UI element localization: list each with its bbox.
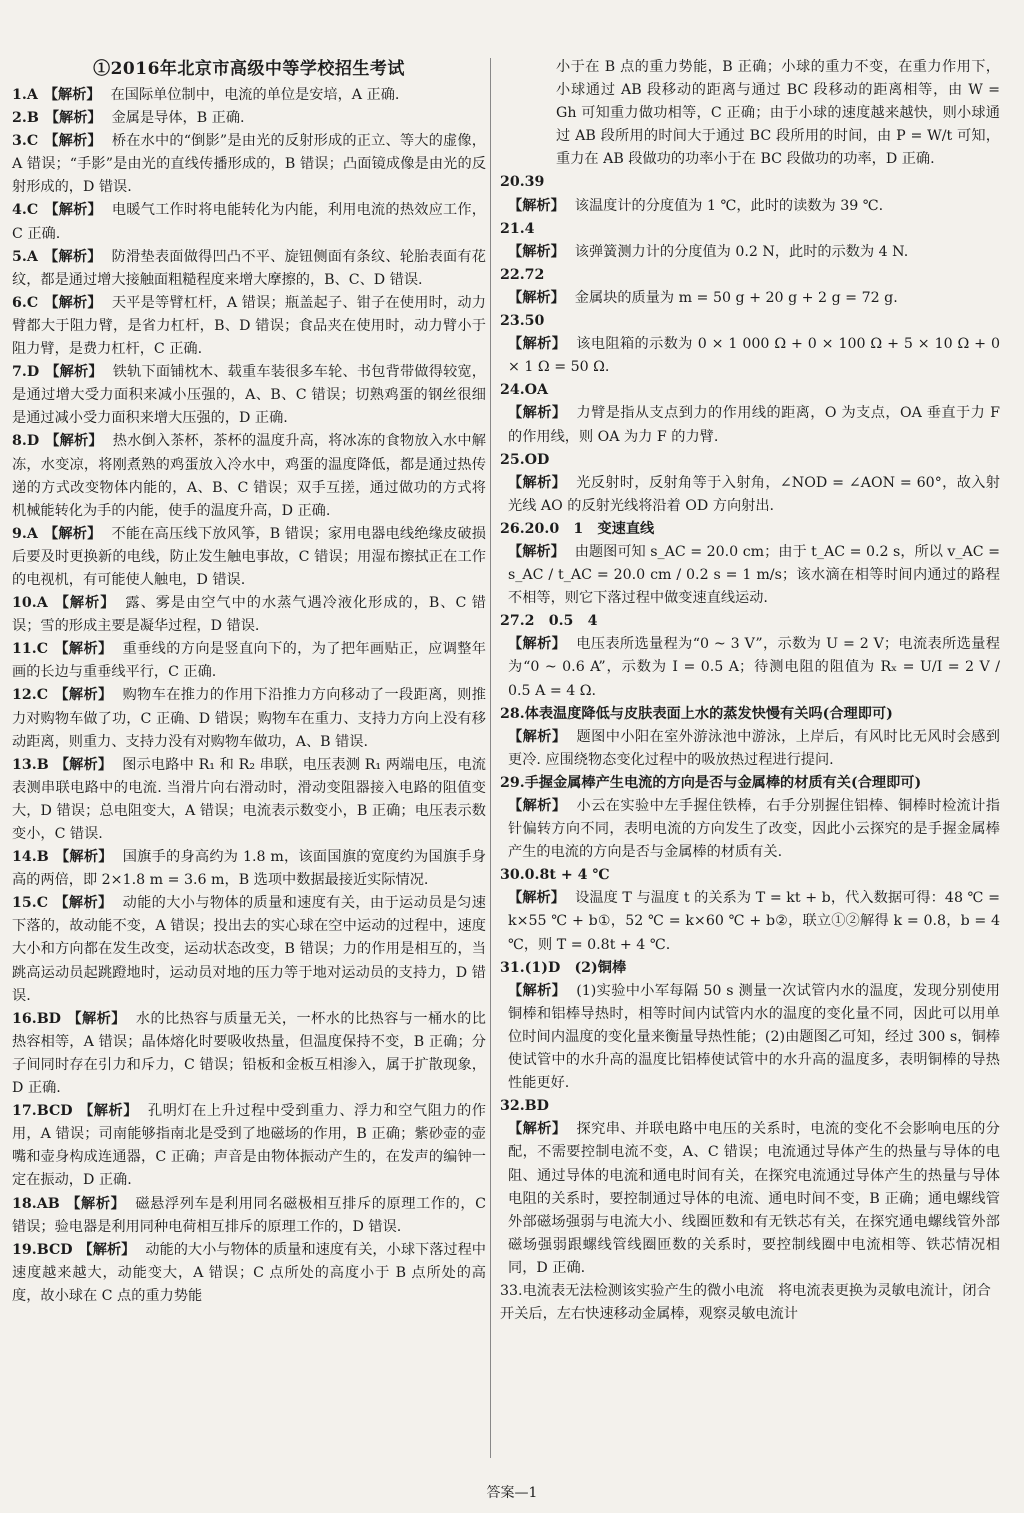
solution-text: 光反射时，反射角等于入射角，∠NOD = ∠AON = 60°，故入射光线 AO 的反射光线将沿着 OD 方向射出. bbox=[508, 474, 1000, 514]
solution-text: 力臂是指从支点到力的作用线的距离，O 为支点，OA 垂直于力 F 的作用线，则 OA 为力 F 的力臂. bbox=[508, 405, 1000, 445]
item-answer: B bbox=[36, 849, 49, 866]
item-number: 15. bbox=[12, 895, 37, 912]
item-answer: C bbox=[26, 202, 39, 219]
answer-head: 25.OD bbox=[500, 451, 550, 468]
item-explanation: 热水倒入茶杯，茶杯的温度升高，将冰冻的食物放入水中解冻，水变凉，将刚煮熟的鸡蛋放入冷水中，鸡蛋的温度降低，都是通过热传递的方式改变物体内能的，A、B、C 错误；双手互搓，通过做功的方式将机械能转化为手的内能，使手的温度升高，D 正确. bbox=[12, 433, 486, 519]
analysis-tag: 【解析】 bbox=[508, 197, 565, 214]
solution-text: 由题图可知 s_AC = 20.0 cm；由于 t_AC = 0.2 s，所以 v_AC = s_AC / t_AC = 20.0 cm / 0.2 s = 1 m/s；该水滴在相等时间内通过的路程不相等，则它下落过程中做变速直线运动. bbox=[508, 543, 1001, 607]
item-answer: D bbox=[26, 433, 40, 450]
analysis-tag: 【解析】 bbox=[45, 433, 103, 450]
answer-item bbox=[12, 199, 486, 245]
item-number: 19. bbox=[12, 1241, 37, 1258]
item-answer: B bbox=[36, 756, 49, 773]
answer-item bbox=[12, 754, 486, 846]
answer-solution bbox=[500, 287, 1000, 310]
right-column bbox=[500, 56, 1000, 1326]
item-number: 17. bbox=[12, 1103, 37, 1120]
answer-head: 23.50 bbox=[500, 313, 545, 330]
analysis-tag: 【解析】 bbox=[53, 895, 113, 912]
analysis-tag: 【解析】 bbox=[43, 248, 102, 265]
answer-item bbox=[12, 361, 486, 430]
answer-item bbox=[12, 1100, 486, 1192]
analysis-tag: 【解析】 bbox=[508, 243, 565, 260]
item-33-head: 33.电流表无法检测该实验产生的微小电流 将电流表更换为灵敏电流计，闭合开关后，左右快速移动金属棒，观察灵敏电流计 bbox=[500, 1282, 991, 1323]
item-explanation: 孔明灯在上升过程中受到重力、浮力和空气阻力的作用，A 错误；司南能够指南北是受到了地磁场的作用，B 正确；紫砂壶的壶嘴和壶身构成连通器，C 正确；声音是由物体振动产生的，在发声的编钟一定在振动，D 正确. bbox=[12, 1103, 486, 1189]
left-answer-list bbox=[12, 84, 486, 1308]
page-footer: 答案—1 bbox=[486, 1485, 538, 1501]
answer-solution bbox=[500, 887, 1000, 956]
answer-head: 32.BD bbox=[500, 1098, 549, 1115]
solution-text: (1)实验中小军每隔 50 s 测量一次试管内水的温度，发现分别使用铜棒和铝棒导热时，相等时间内试管内水的温度的变化量不同，因此可以用单位时间内温度的变化量来衡量导热性能；(2)由题图乙可知，经过 300 s，铜棒使试管中的水升高的温度比铝棒使试管中的水升高的温度多，表明铜棒的导热性能更好. bbox=[508, 982, 1000, 1092]
item-number: 3. bbox=[12, 133, 27, 150]
answer-item bbox=[12, 84, 486, 107]
answer-head: 21.4 bbox=[500, 220, 535, 237]
answer-solution bbox=[500, 633, 1000, 702]
item-answer: C bbox=[26, 294, 39, 311]
solution-text: 该温度计的分度值为 1 ℃，此时的读数为 39 ℃. bbox=[574, 197, 884, 214]
item-19-continuation: 小于在 B 点的重力势能，B 正确；小球的重力不变，在重力作用下，小球通过 AB 段移动的距离与通过 BC 段移动的距离相等，由 W = Gh 可知重力做功相等，C 正确；由于小球的速度越来越快，则小球通过 AB 段所用的时间大于通过 BC 段所用的时间，由 P = W/t 可知，重力在 AB 段做功的功率小于在 BC 段做功的功率，D 正确. bbox=[556, 59, 1000, 168]
answer-solution bbox=[500, 980, 1000, 1095]
analysis-tag: 【解析】 bbox=[508, 982, 567, 999]
item-explanation: 重垂线的方向是竖直向下的，为了把年画贴正，应调整年画的长边与重垂线平行，C 正确. bbox=[12, 641, 486, 681]
item-number: 12. bbox=[12, 687, 37, 704]
item-explanation: 在国际单位制中，电流的单位是安培，A 正确. bbox=[110, 87, 400, 103]
right-answer-list bbox=[500, 171, 1000, 1280]
analysis-tag: 【解析】 bbox=[44, 110, 102, 127]
item-answer: A bbox=[26, 525, 38, 542]
item-explanation: 磁悬浮列车是利用同名磁极相互排斥的原理工作的，C 错误；验电器是利用同种电荷相互排斥的原理工作的，D 错误. bbox=[12, 1195, 486, 1235]
answer-solution bbox=[500, 1118, 1000, 1280]
answer-item bbox=[12, 684, 486, 753]
answer-head: 20.39 bbox=[500, 174, 545, 191]
item-explanation: 天平是等臂杠杆，A 错误；瓶盖起子、钳子在使用时，动力臂都大于阻力臂，是省力杠杆，B、D 错误；食品夹在使用时，动力臂小于阻力臂，是费力杠杆，C 正确. bbox=[12, 294, 486, 358]
solution-text: 题图中小阳在室外游泳池中游泳，上岸后，有风时比无风时会感到更冷. 应围绕物态变化过程中的吸放热过程进行提问. bbox=[508, 728, 1000, 768]
item-explanation: 不能在高压线下放风筝，B 错误；家用电器电线绝缘皮破损后要及时更换新的电线，防止发生触电事故，C 错误；用湿布擦拭正在工作的电视机，有可能使人触电，D 错误. bbox=[12, 525, 486, 588]
analysis-tag: 【解析】 bbox=[78, 1103, 138, 1120]
item-explanation: 金属是导体，B 正确. bbox=[111, 110, 245, 127]
item-answer: B bbox=[26, 110, 39, 127]
item-number: 9. bbox=[12, 525, 27, 542]
item-answer: AB bbox=[36, 1195, 60, 1212]
item-explanation: 防滑垫表面做得凹凸不平、旋钮侧面有条纹、轮胎表面有花纹，都是通过增大接触面粗糙程度来增大摩擦的，B、C、D 错误. bbox=[12, 248, 486, 288]
analysis-tag: 【解析】 bbox=[508, 474, 567, 491]
analysis-tag: 【解析】 bbox=[44, 294, 102, 311]
answer-head: 31.(1)D (2)铜棒 bbox=[500, 959, 627, 976]
answer-solution bbox=[500, 472, 1000, 518]
analysis-tag: 【解析】 bbox=[508, 636, 567, 653]
item-explanation: 图示电路中 R₁ 和 R₂ 串联，电压表测 R₁ 两端电压，电流表测串联电路中的电流. 当滑片向右滑动时，滑动变阻器接入电路的阻值变大，D 错误；总电阻变大，A 错误；电流表示数变小，B 正确；电压表示数变小，C 错误. bbox=[12, 756, 486, 842]
answer-head: 26.20.0 1 变速直线 bbox=[500, 520, 655, 537]
analysis-tag: 【解析】 bbox=[53, 595, 116, 612]
item-answer: A bbox=[26, 248, 38, 265]
item-answer: D bbox=[26, 364, 40, 381]
item-explanation: 电暖气工作时将电能转化为内能，利用电流的热效应工作，C 正确. bbox=[12, 202, 486, 242]
item-explanation: 铁轨下面铺枕木、载重车装很多车轮、书包背带做得较宽，是通过增大受力面积来减小压强的，A、B、C 错误；切熟鸡蛋的钢丝很细是通过减小受力面积来增大压强的，D 正确. bbox=[12, 364, 486, 427]
item-explanation: 露、雾是由空气中的水蒸气遇冷液化形成的，B、C 错误；雪的形成主要是凝华过程，D 错误. bbox=[12, 595, 486, 635]
item-explanation: 购物车在推力的作用下沿推力方向移动了一段距离，则推力对购物车做了功，C 正确、D 错误；购物车在重力、支持力方向上没有移动距离，则重力、支持力没有对购物车做功，A、B 错误. bbox=[12, 687, 486, 750]
analysis-tag: 【解析】 bbox=[45, 364, 103, 381]
solution-text: 该电阻箱的示数为 0 × 1 000 Ω + 0 × 100 Ω + 5 × 10 Ω + 0 × 1 Ω = 50 Ω. bbox=[508, 336, 1000, 376]
answer-solution bbox=[500, 333, 1000, 379]
answer-item bbox=[12, 1193, 486, 1239]
answer-solution bbox=[500, 541, 1000, 610]
analysis-tag: 【解析】 bbox=[508, 1121, 567, 1138]
item-answer: BCD bbox=[36, 1103, 73, 1120]
item-number: 14. bbox=[12, 849, 37, 866]
answer-item bbox=[12, 638, 486, 684]
item-number: 4. bbox=[12, 202, 27, 219]
item-number: 1. bbox=[12, 87, 27, 103]
solution-text: 金属块的质量为 m = 50 g + 20 g + 2 g = 72 g. bbox=[574, 289, 898, 306]
item-answer: C bbox=[36, 687, 48, 704]
item-answer: A bbox=[26, 87, 38, 103]
solution-text: 探究串、并联电路中电压的关系时，电流的变化不会影响电压的分配，不需要控制电流不变，A、C 错误；电流通过导体产生的热量与导体的电阻、通过导体的电流和通电时间有关，在探究电流通过导体产生的热量与导体电阻的关系时，要控制通过导体的电流、通电时间不变，B 正确；通电螺线管外部磁场强弱与电流大小、线圈匝数和有无铁芯有关，在探究通电螺线管外部磁场强弱跟螺线管线圈匝数的关系时，要控制线圈中电流相等、铁芯情况相同，D 正确. bbox=[508, 1121, 1000, 1276]
item-explanation: 水的比热容与质量无关，一杯水的比热容与一桶水的比热容相等，A 错误；晶体熔化时要吸收热量，但温度保持不变，B 正确；分子间同时存在引力和斥力，C 错误；铅板和金板互相渗入，属于扩散现象，D 正确. bbox=[12, 1010, 486, 1097]
solution-text: 设温度 T 与温度 t 的关系为 T = kt + b，代入数据可得：48 ℃ = k×55 ℃ + b①，52 ℃ = k×60 ℃ + b②，联立①②解得 k = 0.8，b = 4 ℃，则 T = 0.8t + 4 ℃. bbox=[508, 890, 1000, 953]
analysis-tag: 【解析】 bbox=[508, 336, 567, 353]
analysis-tag: 【解析】 bbox=[78, 1241, 136, 1258]
item-explanation: 国旗手的身高约为 1.8 m，该面国旗的宽度约为国旗手身高的两倍，即 2×1.8 m = 3.6 m，B 选项中数据最接近实际情况. bbox=[12, 849, 486, 889]
answer-head: 27.2 0.5 4 bbox=[500, 613, 598, 630]
solution-text: 该弹簧测力计的分度值为 0.2 N，此时的示数为 4 N. bbox=[574, 243, 909, 260]
answer-item bbox=[12, 846, 486, 892]
answer-item bbox=[12, 1239, 486, 1308]
analysis-tag: 【解析】 bbox=[44, 202, 102, 219]
analysis-tag: 【解析】 bbox=[54, 849, 113, 866]
item-number: 13. bbox=[12, 756, 37, 773]
item-number: 16. bbox=[12, 1010, 37, 1027]
item-explanation: 动能的大小与物体的质量和速度有关，由于运动员是匀速下落的，故动能不变，A 错误；投出去的实心球在空中运动的过程中，速度大小和方向都在发生改变，运动状态改变，B 错误；力的作用是相互的，当跳高运动员起跳蹬地时，运动员对地的压力等于地对运动员的支持力，D 错误. bbox=[12, 895, 486, 1004]
item-number: 11. bbox=[12, 641, 37, 658]
answer-item bbox=[12, 107, 486, 130]
answer-head: 24.OA bbox=[500, 382, 549, 399]
answer-item bbox=[12, 592, 486, 638]
item-answer: BD bbox=[36, 1010, 61, 1027]
item-number: 5. bbox=[12, 248, 27, 265]
page-title: ①2016年北京市高级中等学校招生考试 bbox=[93, 59, 405, 79]
analysis-tag: 【解析】 bbox=[508, 890, 566, 907]
item-number: 2. bbox=[12, 110, 27, 127]
analysis-tag: 【解析】 bbox=[53, 687, 113, 704]
answer-item bbox=[12, 523, 486, 592]
answer-solution bbox=[500, 726, 1000, 772]
answer-solution bbox=[500, 241, 1000, 264]
answer-head: 29.手握金属棒产生电流的方向是否与金属棒的材质有关(合理即可) bbox=[500, 774, 922, 791]
answer-solution bbox=[500, 795, 1000, 864]
answer-item bbox=[12, 292, 486, 361]
answer-item bbox=[12, 892, 486, 1007]
left-column bbox=[12, 56, 486, 1308]
item-number: 7. bbox=[12, 364, 27, 381]
analysis-tag: 【解析】 bbox=[43, 87, 101, 103]
analysis-tag: 【解析】 bbox=[53, 641, 113, 658]
analysis-tag: 【解析】 bbox=[508, 798, 567, 814]
answer-head: 30.0.8t + 4 ℃ bbox=[500, 867, 610, 884]
analysis-tag: 【解析】 bbox=[508, 289, 565, 306]
analysis-tag: 【解析】 bbox=[508, 543, 565, 560]
answer-solution bbox=[500, 402, 1000, 448]
answer-head: 22.72 bbox=[500, 266, 545, 283]
item-answer: C bbox=[26, 133, 39, 150]
item-explanation: 动能的大小与物体的质量和速度有关，小球下落过程中速度越来越大，动能变大，A 错误；C 点所处的高度小于 B 点所处的高度，故小球在 C 点的重力势能 bbox=[12, 1241, 486, 1304]
answer-item bbox=[12, 1008, 486, 1100]
analysis-tag: 【解析】 bbox=[508, 405, 567, 422]
item-answer: C bbox=[36, 895, 48, 912]
item-number: 10. bbox=[12, 595, 37, 612]
column-divider bbox=[490, 58, 491, 1458]
analysis-tag: 【解析】 bbox=[65, 1195, 126, 1212]
item-answer: A bbox=[36, 595, 48, 612]
analysis-tag: 【解析】 bbox=[54, 756, 113, 773]
item-number: 18. bbox=[12, 1195, 37, 1212]
item-answer: C bbox=[36, 641, 48, 658]
solution-text: 小云在实验中左手握住铁棒，右手分别握住铝棒、铜棒时检流计指针偏转方向不同，表明电流的方向发生了改变，因此小云探究的是手握金属棒产生的电流的方向是否与金属棒的材质有关. bbox=[508, 798, 1000, 861]
item-answer: BCD bbox=[36, 1241, 73, 1258]
solution-text: 电压表所选量程为“0 ~ 3 V”，示数为 U = 2 V；电流表所选量程为“0 ~ 0.6 A”，示数为 I = 0.5 A；待测电阻的阻值为 Rₓ = U/I = 2 V / 0.5 A = 4 Ω. bbox=[508, 636, 1000, 699]
analysis-tag: 【解析】 bbox=[44, 133, 102, 150]
answer-head: 28.体表温度降低与皮肤表面上水的蒸发快慢有关吗(合理即可) bbox=[500, 705, 893, 722]
answer-item bbox=[12, 246, 486, 292]
item-number: 6. bbox=[12, 294, 27, 311]
answer-item bbox=[12, 130, 486, 199]
analysis-tag: 【解析】 bbox=[43, 525, 102, 542]
item-number: 8. bbox=[12, 433, 27, 450]
analysis-tag: 【解析】 bbox=[66, 1010, 126, 1027]
item-explanation: 桥在水中的“倒影”是由光的反射形成的正立、等大的虚像，A 错误；“手影”是由光的直线传播形成的，B 错误；凸面镜成像是由光的反射形成的，D 错误. bbox=[12, 133, 486, 196]
answer-item bbox=[12, 430, 486, 522]
analysis-tag: 【解析】 bbox=[508, 728, 567, 745]
answer-solution bbox=[500, 195, 1000, 218]
